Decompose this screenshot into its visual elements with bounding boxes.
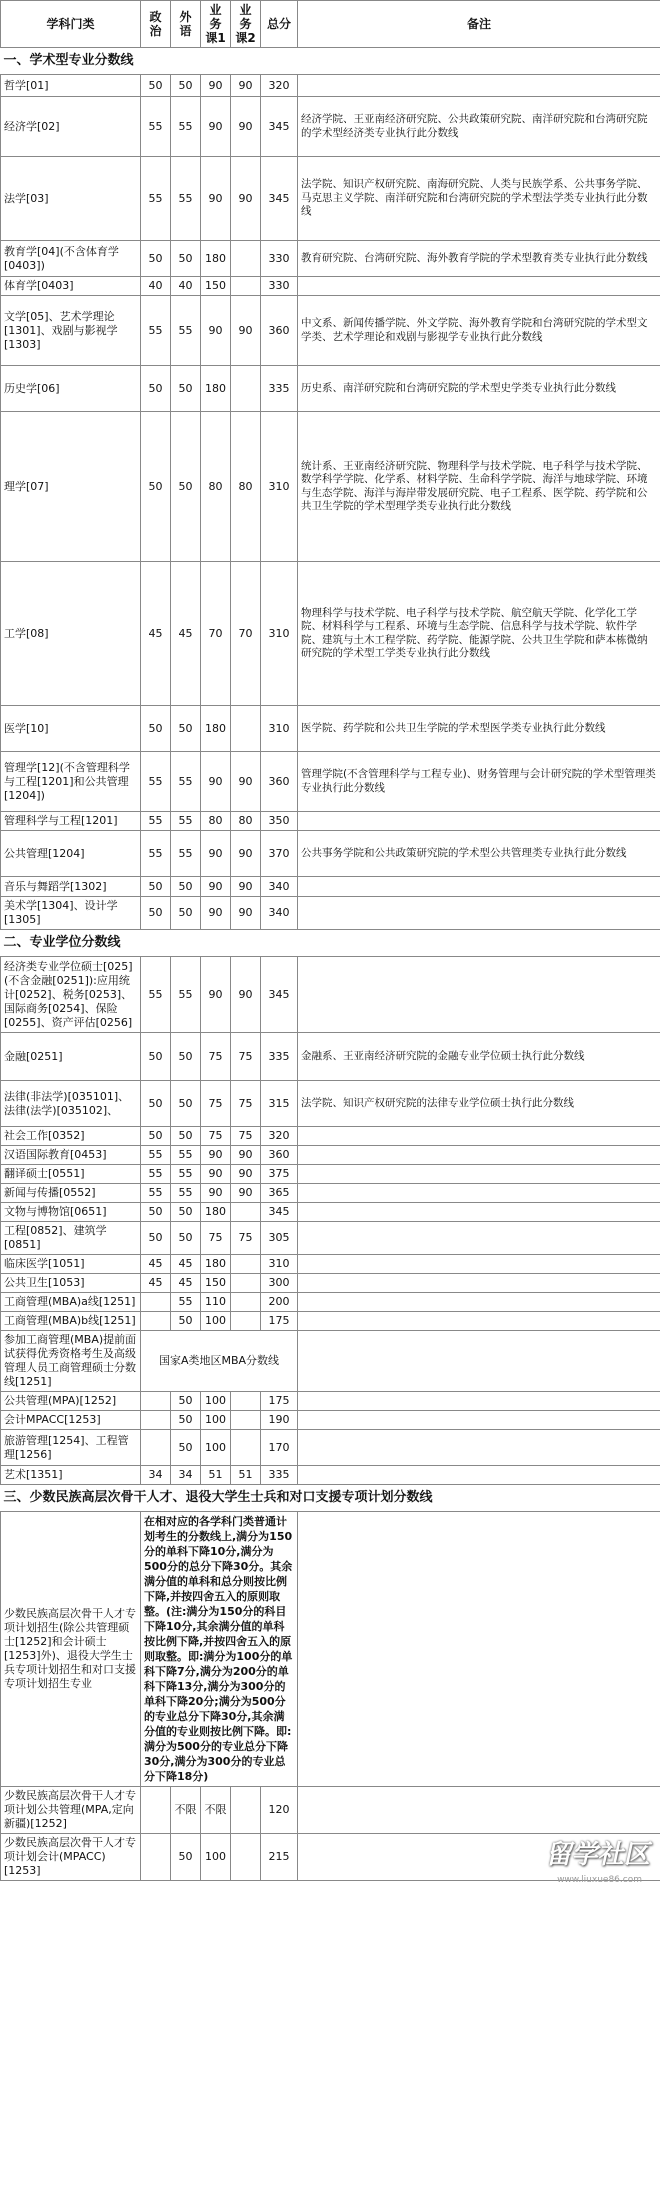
politics-cell: 55 bbox=[141, 957, 171, 1033]
note-cell bbox=[298, 897, 660, 930]
header-course1: 业务课1 bbox=[201, 1, 231, 48]
note-cell bbox=[298, 1293, 660, 1312]
course2-cell bbox=[231, 241, 261, 277]
total-cell: 340 bbox=[261, 897, 298, 930]
total-cell: 200 bbox=[261, 1293, 298, 1312]
category-cell: 法学[03] bbox=[1, 157, 141, 241]
table-row bbox=[1, 1146, 660, 1165]
course2-cell: 80 bbox=[231, 812, 261, 831]
table-row bbox=[1, 752, 660, 812]
foreign-cell: 50 bbox=[171, 1834, 201, 1881]
politics-cell: 55 bbox=[141, 97, 171, 157]
category-cell: 美术学[1304]、设计学[1305] bbox=[1, 897, 141, 930]
foreign-cell: 55 bbox=[171, 1165, 201, 1184]
course2-cell bbox=[231, 1787, 261, 1834]
foreign-cell: 50 bbox=[171, 1392, 201, 1411]
course2-cell: 90 bbox=[231, 957, 261, 1033]
note-cell: 统计系、王亚南经济研究院、物理科学与技术学院、电子科学与技术学院、数学科学学院、化学系、材料学院、生命科学学院、海洋与地球学院、环境与生态学院、海洋与海岸带发展研究院、电子工程系、医学院、药学院和公共卫生学院的学术型理学类专业执行此分数线 bbox=[298, 412, 660, 562]
total-cell: 365 bbox=[261, 1184, 298, 1203]
course2-cell bbox=[231, 1312, 261, 1331]
foreign-cell: 55 bbox=[171, 831, 201, 877]
table-row bbox=[1, 1255, 660, 1274]
note-cell bbox=[298, 1430, 660, 1466]
course1-cell: 180 bbox=[201, 706, 231, 752]
politics-cell: 55 bbox=[141, 1146, 171, 1165]
note-cell: 公共事务学院和公共政策研究院的学术型公共管理类专业执行此分数线 bbox=[298, 831, 660, 877]
foreign-cell: 55 bbox=[171, 296, 201, 366]
category-cell: 会计MPACC[1253] bbox=[1, 1411, 141, 1430]
table-row bbox=[1, 1392, 660, 1411]
note-cell bbox=[298, 1512, 660, 1787]
total-cell: 215 bbox=[261, 1834, 298, 1881]
category-cell: 医学[10] bbox=[1, 706, 141, 752]
header-total: 总分 bbox=[261, 1, 298, 48]
foreign-cell: 50 bbox=[171, 75, 201, 97]
politics-cell bbox=[141, 1834, 171, 1881]
total-cell: 330 bbox=[261, 277, 298, 296]
foreign-cell: 40 bbox=[171, 277, 201, 296]
total-cell: 310 bbox=[261, 1255, 298, 1274]
header-row bbox=[1, 1, 660, 48]
note-cell bbox=[298, 1146, 660, 1165]
foreign-cell: 55 bbox=[171, 752, 201, 812]
course1-cell: 180 bbox=[201, 1203, 231, 1222]
course1-cell: 180 bbox=[201, 366, 231, 412]
table-row bbox=[1, 1184, 660, 1203]
category-cell: 少数民族高层次骨干人才专项计划公共管理(MPA,定向新疆)[1252] bbox=[1, 1787, 141, 1834]
category-cell: 新闻与传播[0552] bbox=[1, 1184, 141, 1203]
category-cell: 参加工商管理(MBA)提前面试获得优秀资格考生及高级管理人员工商管理硕士分数线[1251] bbox=[1, 1331, 141, 1392]
course1-cell: 110 bbox=[201, 1293, 231, 1312]
course1-cell: 80 bbox=[201, 812, 231, 831]
course1-cell: 90 bbox=[201, 1146, 231, 1165]
table-row bbox=[1, 1430, 660, 1466]
foreign-cell: 45 bbox=[171, 1255, 201, 1274]
politics-cell: 34 bbox=[141, 1466, 171, 1485]
total-cell: 300 bbox=[261, 1274, 298, 1293]
table-row bbox=[1, 241, 660, 277]
category-cell: 艺术[1351] bbox=[1, 1466, 141, 1485]
politics-cell: 55 bbox=[141, 1184, 171, 1203]
category-cell: 哲学[01] bbox=[1, 75, 141, 97]
total-cell: 360 bbox=[261, 296, 298, 366]
politics-cell: 50 bbox=[141, 366, 171, 412]
table-row bbox=[1, 277, 660, 296]
total-cell: 320 bbox=[261, 75, 298, 97]
course1-cell: 90 bbox=[201, 1165, 231, 1184]
course1-cell: 100 bbox=[201, 1312, 231, 1331]
note-cell: 经济学院、王亚南经济研究院、公共政策研究院、南洋研究院和台湾研究院的学术型经济类专业执行此分数线 bbox=[298, 97, 660, 157]
course2-cell bbox=[231, 706, 261, 752]
foreign-cell: 不限 bbox=[171, 1787, 201, 1834]
table-row bbox=[1, 957, 660, 1033]
course2-cell: 90 bbox=[231, 831, 261, 877]
politics-cell bbox=[141, 1392, 171, 1411]
total-cell: 335 bbox=[261, 366, 298, 412]
course2-cell: 90 bbox=[231, 97, 261, 157]
course1-cell: 90 bbox=[201, 957, 231, 1033]
total-cell: 335 bbox=[261, 1466, 298, 1485]
politics-cell: 50 bbox=[141, 1127, 171, 1146]
header-politics: 政治 bbox=[141, 1, 171, 48]
course2-cell: 90 bbox=[231, 1165, 261, 1184]
total-cell: 370 bbox=[261, 831, 298, 877]
category-cell: 工商管理(MBA)b线[1251] bbox=[1, 1312, 141, 1331]
total-cell: 120 bbox=[261, 1787, 298, 1834]
course1-cell: 80 bbox=[201, 412, 231, 562]
course1-cell: 100 bbox=[201, 1392, 231, 1411]
course2-cell: 90 bbox=[231, 1146, 261, 1165]
course1-cell: 180 bbox=[201, 241, 231, 277]
course1-cell: 90 bbox=[201, 97, 231, 157]
note-cell bbox=[298, 1312, 660, 1331]
foreign-cell: 34 bbox=[171, 1466, 201, 1485]
politics-cell bbox=[141, 1430, 171, 1466]
note-cell: 物理科学与技术学院、电子科学与技术学院、航空航天学院、化学化工学院、材料科学与工程系、环境与生态学院、信息科学与技术学院、软件学院、建筑与土木工程学院、药学院、能源学院、公共卫生学院和萨本栋微纳研究院的学术型工学类专业执行此分数线 bbox=[298, 562, 660, 706]
section-title: 二、专业学位分数线 bbox=[3, 935, 121, 950]
note-cell bbox=[298, 812, 660, 831]
category-cell: 文学[05]、艺术学理论[1301]、戏剧与影视学[1303] bbox=[1, 296, 141, 366]
category-cell: 少数民族高层次骨干人才专项计划招生(除公共管理硕士[1252]和会计硕士[1253]外)、退役大学生士兵专项计划招生和对口支援专项计划招生专业 bbox=[1, 1512, 141, 1787]
foreign-cell: 50 bbox=[171, 1033, 201, 1081]
total-cell: 335 bbox=[261, 1033, 298, 1081]
note-cell bbox=[298, 957, 660, 1033]
table-row bbox=[1, 897, 660, 930]
foreign-cell: 45 bbox=[171, 1274, 201, 1293]
category-cell: 法律(非法学)[035101]、法律(法学)[035102]、 bbox=[1, 1081, 141, 1127]
politics-cell: 55 bbox=[141, 812, 171, 831]
note-cell bbox=[298, 1274, 660, 1293]
course2-cell: 90 bbox=[231, 296, 261, 366]
politics-cell: 55 bbox=[141, 1165, 171, 1184]
total-cell: 175 bbox=[261, 1392, 298, 1411]
total-cell: 375 bbox=[261, 1165, 298, 1184]
course2-cell: 90 bbox=[231, 1184, 261, 1203]
total-cell: 170 bbox=[261, 1430, 298, 1466]
total-cell: 305 bbox=[261, 1222, 298, 1255]
foreign-cell: 50 bbox=[171, 1222, 201, 1255]
politics-cell: 50 bbox=[141, 877, 171, 897]
total-cell: 310 bbox=[261, 706, 298, 752]
course1-cell: 75 bbox=[201, 1127, 231, 1146]
category-cell: 旅游管理[1254]、工程管理[1256] bbox=[1, 1430, 141, 1466]
total-cell: 190 bbox=[261, 1411, 298, 1430]
note-cell: 法学院、知识产权研究院、南海研究院、人类与民族学系、公共事务学院、马克思主义学院、南洋研究院和台湾研究院的学术型法学类专业执行此分数线 bbox=[298, 157, 660, 241]
note-cell bbox=[298, 1787, 660, 1834]
note-cell: 历史系、南洋研究院和台湾研究院的学术型史学类专业执行此分数线 bbox=[298, 366, 660, 412]
politics-cell: 55 bbox=[141, 831, 171, 877]
foreign-cell: 50 bbox=[171, 706, 201, 752]
foreign-cell: 50 bbox=[171, 1127, 201, 1146]
note-cell bbox=[298, 1255, 660, 1274]
politics-cell: 50 bbox=[141, 1033, 171, 1081]
category-cell: 管理学[12](不含管理科学与工程[1201]和公共管理[1204]) bbox=[1, 752, 141, 812]
politics-cell: 45 bbox=[141, 1255, 171, 1274]
total-cell: 175 bbox=[261, 1312, 298, 1331]
section-row bbox=[1, 1485, 660, 1512]
table-row bbox=[1, 1127, 660, 1146]
category-cell: 体育学[0403] bbox=[1, 277, 141, 296]
foreign-cell: 55 bbox=[171, 957, 201, 1033]
course2-cell bbox=[231, 1411, 261, 1430]
politics-cell: 55 bbox=[141, 296, 171, 366]
course2-cell: 90 bbox=[231, 75, 261, 97]
course1-cell: 90 bbox=[201, 897, 231, 930]
quota-rule-cell: 在相对应的各学科门类普通计划考生的分数线上,满分为150分的单科下降10分,满分为500分的总分下降30分。其余满分值的单科和总分则按比例下降,并按四舍五入的原则取整。(注:满分为150分的科目下降10分,其余满分值的单科按比例下降,并按四舍五入的原则取整。即:满分为100分的单科下降7分,满分为200分的单科下降13分,满分为300分的单科下降20分;满分为500分的专业总分下降30分,其余满分值的专业则按比例下降。即:满分为500分的专业总分下降30分,满分为300分的专业总分下降18分) bbox=[141, 1512, 298, 1787]
note-cell: 金融系、王亚南经济研究院的金融专业学位硕士执行此分数线 bbox=[298, 1033, 660, 1081]
note-cell bbox=[298, 1331, 660, 1392]
foreign-cell: 55 bbox=[171, 1184, 201, 1203]
table-row bbox=[1, 75, 660, 97]
foreign-cell: 55 bbox=[171, 97, 201, 157]
table-row bbox=[1, 812, 660, 831]
category-cell: 汉语国际教育[0453] bbox=[1, 1146, 141, 1165]
politics-cell: 50 bbox=[141, 241, 171, 277]
total-cell: 360 bbox=[261, 752, 298, 812]
foreign-cell: 55 bbox=[171, 812, 201, 831]
course2-cell: 90 bbox=[231, 752, 261, 812]
header-foreign: 外语 bbox=[171, 1, 201, 48]
note-cell: 教育研究院、台湾研究院、海外教育学院的学术型教育类专业执行此分数线 bbox=[298, 241, 660, 277]
table-row-quota bbox=[1, 1512, 660, 1787]
foreign-cell: 50 bbox=[171, 1411, 201, 1430]
course1-cell: 75 bbox=[201, 1081, 231, 1127]
total-cell: 345 bbox=[261, 1203, 298, 1222]
section-academic bbox=[1, 48, 660, 75]
foreign-cell: 55 bbox=[171, 1293, 201, 1312]
total-cell: 345 bbox=[261, 157, 298, 241]
category-cell: 经济类专业学位硕士[025](不含金融[0251]):应用统计[0252]、税务[0253]、国际商务[0254]、保险[0255]、资产评估[0256] bbox=[1, 957, 141, 1033]
course2-cell: 90 bbox=[231, 877, 261, 897]
table-row bbox=[1, 1411, 660, 1430]
course2-cell bbox=[231, 1203, 261, 1222]
total-cell: 310 bbox=[261, 412, 298, 562]
total-cell: 345 bbox=[261, 97, 298, 157]
table-row bbox=[1, 1466, 660, 1485]
category-cell: 金融[0251] bbox=[1, 1033, 141, 1081]
category-cell: 工程[0852]、建筑学[0851] bbox=[1, 1222, 141, 1255]
table-row bbox=[1, 1203, 660, 1222]
header-course2: 业务课2 bbox=[231, 1, 261, 48]
politics-cell bbox=[141, 1312, 171, 1331]
total-cell: 340 bbox=[261, 877, 298, 897]
course1-cell: 70 bbox=[201, 562, 231, 706]
category-cell: 文物与博物馆[0651] bbox=[1, 1203, 141, 1222]
total-cell: 330 bbox=[261, 241, 298, 277]
note-cell bbox=[298, 1165, 660, 1184]
category-cell: 教育学[04](不含体育学[0403]) bbox=[1, 241, 141, 277]
table-row bbox=[1, 296, 660, 366]
total-cell: 310 bbox=[261, 562, 298, 706]
politics-cell: 50 bbox=[141, 1222, 171, 1255]
course2-cell bbox=[231, 1392, 261, 1411]
politics-cell: 50 bbox=[141, 706, 171, 752]
course2-cell bbox=[231, 366, 261, 412]
table-row bbox=[1, 877, 660, 897]
foreign-cell: 50 bbox=[171, 1430, 201, 1466]
course1-cell: 75 bbox=[201, 1222, 231, 1255]
course2-cell: 75 bbox=[231, 1127, 261, 1146]
category-cell: 翻译硕士[0551] bbox=[1, 1165, 141, 1184]
total-cell: 320 bbox=[261, 1127, 298, 1146]
politics-cell: 50 bbox=[141, 412, 171, 562]
foreign-cell: 50 bbox=[171, 897, 201, 930]
politics-cell: 45 bbox=[141, 562, 171, 706]
course1-cell: 90 bbox=[201, 296, 231, 366]
politics-cell: 50 bbox=[141, 1081, 171, 1127]
note-cell bbox=[298, 1222, 660, 1255]
watermark-logo bbox=[544, 1834, 656, 1871]
course2-cell bbox=[231, 1834, 261, 1881]
foreign-cell: 50 bbox=[171, 366, 201, 412]
note-cell bbox=[298, 877, 660, 897]
category-cell: 工商管理(MBA)a线[1251] bbox=[1, 1293, 141, 1312]
course1-cell: 90 bbox=[201, 157, 231, 241]
politics-cell: 50 bbox=[141, 75, 171, 97]
course1-cell: 150 bbox=[201, 1274, 231, 1293]
note-cell bbox=[298, 1184, 660, 1203]
course1-cell: 90 bbox=[201, 831, 231, 877]
foreign-cell: 50 bbox=[171, 1081, 201, 1127]
table-row bbox=[1, 1274, 660, 1293]
course1-cell: 不限 bbox=[201, 1787, 231, 1834]
watermark-url: www.liuxue86.com bbox=[557, 1875, 642, 1885]
politics-cell bbox=[141, 1411, 171, 1430]
category-cell: 少数民族高层次骨干人才专项计划会计(MPACC)[1253] bbox=[1, 1834, 141, 1881]
note-cell: 医学院、药学院和公共卫生学院的学术型医学类专业执行此分数线 bbox=[298, 706, 660, 752]
course1-cell: 90 bbox=[201, 752, 231, 812]
course1-cell: 75 bbox=[201, 1033, 231, 1081]
category-cell: 公共管理[1204] bbox=[1, 831, 141, 877]
note-cell bbox=[298, 1127, 660, 1146]
foreign-cell: 55 bbox=[171, 157, 201, 241]
course2-cell bbox=[231, 277, 261, 296]
foreign-cell: 50 bbox=[171, 241, 201, 277]
course2-cell: 90 bbox=[231, 157, 261, 241]
category-cell: 历史学[06] bbox=[1, 366, 141, 412]
note-cell: 管理学院(不含管理科学与工程专业)、财务管理与会计研究院的学术型管理类专业执行此分数线 bbox=[298, 752, 660, 812]
note-cell bbox=[298, 277, 660, 296]
course1-cell: 100 bbox=[201, 1430, 231, 1466]
politics-cell: 50 bbox=[141, 1203, 171, 1222]
course1-cell: 90 bbox=[201, 877, 231, 897]
table-row bbox=[1, 1787, 660, 1834]
course2-cell bbox=[231, 1255, 261, 1274]
total-cell: 345 bbox=[261, 957, 298, 1033]
foreign-cell: 50 bbox=[171, 1203, 201, 1222]
course1-cell: 150 bbox=[201, 277, 231, 296]
politics-cell: 55 bbox=[141, 752, 171, 812]
politics-cell bbox=[141, 1787, 171, 1834]
foreign-cell: 50 bbox=[171, 877, 201, 897]
category-cell: 工学[08] bbox=[1, 562, 141, 706]
course2-cell: 75 bbox=[231, 1033, 261, 1081]
table-row-mba-special bbox=[1, 1331, 660, 1392]
total-cell: 360 bbox=[261, 1146, 298, 1165]
note-cell: 法学院、知识产权研究院的法律专业学位硕士执行此分数线 bbox=[298, 1081, 660, 1127]
table-row bbox=[1, 1165, 660, 1184]
header-note: 备注 bbox=[298, 1, 660, 48]
category-cell: 临床医学[1051] bbox=[1, 1255, 141, 1274]
table-row bbox=[1, 1293, 660, 1312]
table-row bbox=[1, 1222, 660, 1255]
politics-cell: 55 bbox=[141, 157, 171, 241]
section-row bbox=[1, 930, 660, 957]
category-cell: 音乐与舞蹈学[1302] bbox=[1, 877, 141, 897]
note-cell bbox=[298, 1203, 660, 1222]
foreign-cell: 50 bbox=[171, 1312, 201, 1331]
politics-cell: 50 bbox=[141, 897, 171, 930]
header-category: 学科门类 bbox=[1, 1, 141, 48]
course2-cell: 70 bbox=[231, 562, 261, 706]
note-cell bbox=[298, 75, 660, 97]
foreign-cell: 50 bbox=[171, 412, 201, 562]
course2-cell: 75 bbox=[231, 1222, 261, 1255]
category-cell: 公共管理(MPA)[1252] bbox=[1, 1392, 141, 1411]
course1-cell: 90 bbox=[201, 75, 231, 97]
note-cell bbox=[298, 1411, 660, 1430]
table-row bbox=[1, 366, 660, 412]
category-cell: 管理科学与工程[1201] bbox=[1, 812, 141, 831]
category-cell: 理学[07] bbox=[1, 412, 141, 562]
watermark-text: 留学社区 bbox=[544, 1840, 655, 1870]
course1-cell: 100 bbox=[201, 1411, 231, 1430]
table-row bbox=[1, 1081, 660, 1127]
politics-cell: 45 bbox=[141, 1274, 171, 1293]
table-row bbox=[1, 1033, 660, 1081]
table-row bbox=[1, 706, 660, 752]
table-row bbox=[1, 412, 660, 562]
course2-cell bbox=[231, 1430, 261, 1466]
category-cell: 经济学[02] bbox=[1, 97, 141, 157]
politics-cell: 40 bbox=[141, 277, 171, 296]
course1-cell: 51 bbox=[201, 1466, 231, 1485]
course2-cell: 51 bbox=[231, 1466, 261, 1485]
category-cell: 社会工作[0352] bbox=[1, 1127, 141, 1146]
note-cell: 中文系、新闻传播学院、外文学院、海外教育学院和台湾研究院的学术型文学类、艺术学理论和戏剧与影视学专业执行此分数线 bbox=[298, 296, 660, 366]
total-cell: 315 bbox=[261, 1081, 298, 1127]
foreign-cell: 55 bbox=[171, 1146, 201, 1165]
course2-cell bbox=[231, 1274, 261, 1293]
course2-cell: 75 bbox=[231, 1081, 261, 1127]
foreign-cell: 45 bbox=[171, 562, 201, 706]
course1-cell: 180 bbox=[201, 1255, 231, 1274]
politics-cell bbox=[141, 1293, 171, 1312]
table-row bbox=[1, 157, 660, 241]
course2-cell bbox=[231, 1293, 261, 1312]
note-cell bbox=[298, 1466, 660, 1485]
course2-cell: 80 bbox=[231, 412, 261, 562]
section-title: 三、少数民族高层次骨干人才、退役大学生士兵和对口支援专项计划分数线 bbox=[3, 1490, 433, 1505]
total-cell: 350 bbox=[261, 812, 298, 831]
table-row bbox=[1, 831, 660, 877]
table-row bbox=[1, 97, 660, 157]
table-row bbox=[1, 562, 660, 706]
course1-cell: 90 bbox=[201, 1184, 231, 1203]
table-row bbox=[1, 1312, 660, 1331]
course2-cell: 90 bbox=[231, 897, 261, 930]
note-cell bbox=[298, 1392, 660, 1411]
merged-score-cell: 国家A类地区MBA分数线 bbox=[141, 1331, 298, 1392]
course1-cell: 100 bbox=[201, 1834, 231, 1881]
category-cell: 公共卫生[1053] bbox=[1, 1274, 141, 1293]
section-title: 一、学术型专业分数线 bbox=[1, 48, 660, 75]
